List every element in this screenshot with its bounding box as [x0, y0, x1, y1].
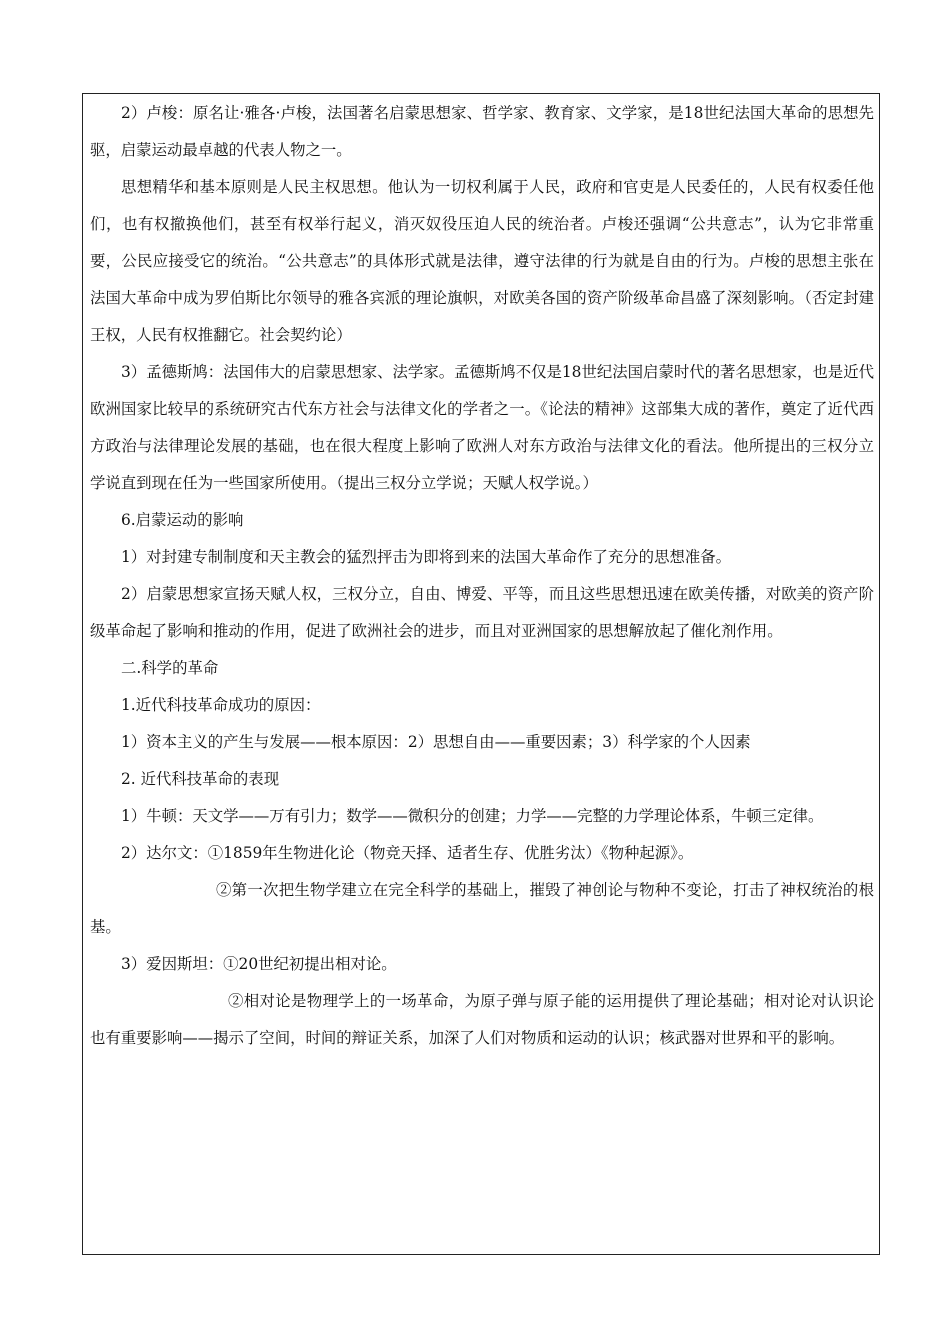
paragraph-newton: 1）牛顿：天文学——万有引力；数学——微积分的创建；力学——完整的力学理论体系，牛顿三定律。: [121, 807, 824, 825]
paragraph-influence-1: 1）对封建专制制度和天主教会的猛烈抨击为即将到来的法国大革命作了充分的思想准备。: [121, 548, 732, 566]
paragraph-darwin-1: 2）达尔文：①1859年生物进化论（物竞天择、适者生存、优胜劣汰）《物种起源》。: [121, 844, 694, 862]
paragraph-einstein-2: ②相对论是物理学上的一场革命，为原子弹与原子能的运用提供了理论基础；相对论对认识论也有重要影响——揭示了空间，时间的辩证关系，加深了人们对物质和运动的认识；核武器对世界和平的影响。: [90, 992, 874, 1047]
heading-scientific-revolution: 二.科学的革命: [121, 659, 219, 677]
heading-revolution-reasons: 1.近代科技革命成功的原因：: [121, 696, 321, 714]
heading-enlightenment-influence: 6.启蒙运动的影响: [121, 511, 244, 529]
paragraph-reasons: 1）资本主义的产生与发展——根本原因：2）思想自由——重要因素；3）科学家的个人因素: [121, 733, 751, 751]
heading-revolution-manifestations: 2. 近代科技革命的表现: [121, 770, 280, 788]
paragraph-rousseau-intro: 2）卢梭：原名让·雅各·卢梭，法国著名启蒙思想家、哲学家、教育家、文学家，是18世纪法国大革命的思想先驱，启蒙运动最卓越的代表人物之一。: [90, 104, 874, 159]
paragraph-darwin-2: ②第一次把生物学建立在完全科学的基础上，摧毁了神创论与物种不变论，打击了神权统治的根基。: [90, 881, 874, 936]
paragraph-influence-2: 2）启蒙思想家宣扬天赋人权，三权分立，自由、博爱、平等，而且这些思想迅速在欧美传播，对欧美的资产阶级革命起了影响和推动的作用，促进了欧洲社会的进步，而且对亚洲国家的思想解放起了催化剂作用。: [90, 585, 874, 640]
paragraph-montesquieu: 3）孟德斯鸠：法国伟大的启蒙思想家、法学家。孟德斯鸠不仅是18世纪法国启蒙时代的著名思想家，也是近代欧洲国家比较早的系统研究古代东方社会与法律文化的学者之一。《论法的精神》这部集大成的著作，奠定了近代西方政治与法律理论发展的基础，也在很大程度上影响了欧洲人对东方政治与法律文化的看法。他所提出的三权分立学说直到现在任为一些国家所使用。（提出三权分立学说；天赋人权学说。）: [90, 363, 874, 492]
paragraph-rousseau-thought: 思想精华和基本原则是人民主权思想。他认为一切权利属于人民，政府和官吏是人民委任的，人民有权委任他们，也有权撤换他们，甚至有权举行起义，消灭奴役压迫人民的统治者。卢梭还强调“公共意志”，认为它非常重要，公民应接受它的统治。“公共意志”的具体形式就是法律，遵守法律的行为就是自由的行为。卢梭的思想主张在法国大革命中成为罗伯斯比尔领导的雅各宾派的理论旗帜，对欧美各国的资产阶级革命昌盛了深刻影响。（否定封建王权，人民有权推翻它。社会契约论）: [90, 178, 874, 344]
document-body: [90, 95, 874, 1057]
paragraph-einstein-1: 3）爱因斯坦：①20世纪初提出相对论。: [121, 955, 397, 973]
